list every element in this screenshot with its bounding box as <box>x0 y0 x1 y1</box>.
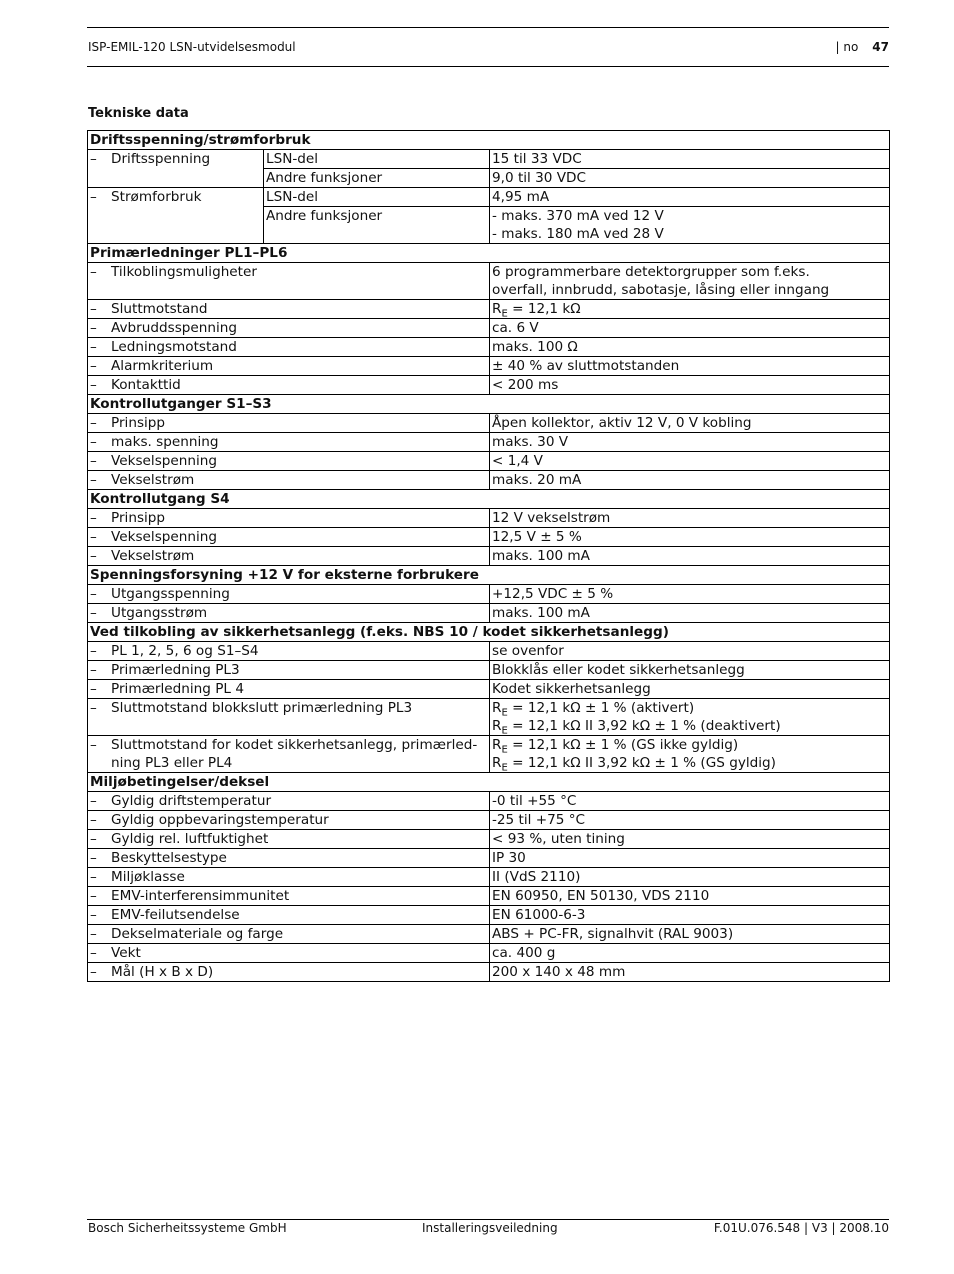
row-value: ca. 6 V <box>490 319 890 338</box>
row-label <box>88 661 490 680</box>
language-code: | no <box>835 40 859 54</box>
row-value: II (VdS 2110) <box>490 868 890 887</box>
table-row <box>88 452 890 471</box>
row-label <box>88 944 490 963</box>
row-value: -0 til +55 °C <box>490 792 890 811</box>
table-row <box>88 661 890 680</box>
row-label <box>88 471 490 490</box>
row-value <box>490 263 890 300</box>
table-row <box>88 528 890 547</box>
row-label-wrap <box>90 376 487 394</box>
row-label <box>88 414 490 433</box>
footer-doc-id: F.01U.076.548 | V3 | 2008.10 <box>713 1221 889 1235</box>
value-line <box>492 754 887 772</box>
row-label <box>88 792 490 811</box>
row-dash: – <box>90 643 97 659</box>
row-label-text: Ledningsmotstand <box>111 339 237 355</box>
row-label <box>88 680 490 699</box>
row-value: -25 til +75 °C <box>490 811 890 830</box>
header-page-info <box>835 40 889 54</box>
row-dash: – <box>90 681 97 697</box>
row-value: Blokklås eller kodet sikkerhetsanlegg <box>490 661 890 680</box>
table-row <box>88 906 890 925</box>
table-row <box>88 319 890 338</box>
row-label-text: Sluttmotstand <box>111 301 208 317</box>
row-label-wrap <box>90 319 487 337</box>
header-rule-top <box>87 27 889 28</box>
row-dash: – <box>90 434 97 450</box>
row-label <box>88 376 490 395</box>
row-label-wrap <box>90 263 487 281</box>
row-value: 15 til 33 VDC <box>490 150 890 169</box>
row-label-wrap <box>90 509 487 527</box>
row-label-text: Primærledning PL 4 <box>111 681 244 697</box>
category-row <box>88 244 890 263</box>
table-row <box>88 338 890 357</box>
row-sublabel: Andre funksjoner <box>264 169 490 188</box>
row-value: < 93 %, uten tining <box>490 830 890 849</box>
table-row <box>88 792 890 811</box>
row-label <box>88 528 490 547</box>
footer-company: Bosch Sicherheitssysteme GmbH <box>88 1221 287 1235</box>
row-label <box>88 585 490 604</box>
value-line: 6 programmerbare detektorgrupper som f.eks. <box>492 264 810 280</box>
table-row <box>88 830 890 849</box>
row-dash: – <box>90 189 97 205</box>
category-row <box>88 623 890 642</box>
row-label-wrap <box>90 528 487 546</box>
table-row <box>88 509 890 528</box>
row-label-wrap <box>90 680 487 698</box>
value-line <box>492 736 887 754</box>
row-label-wrap <box>90 661 487 679</box>
row-label <box>88 906 490 925</box>
row-value: 4,95 mA <box>490 188 890 207</box>
row-label-text: Primærledning PL3 <box>111 662 240 678</box>
row-value: maks. 30 V <box>490 433 890 452</box>
row-label-wrap <box>90 944 487 962</box>
table-row <box>88 263 890 300</box>
table-row <box>88 376 890 395</box>
row-label-text: Alarmkriterium <box>111 358 214 374</box>
row-dash: – <box>90 320 97 336</box>
row-label <box>88 925 490 944</box>
row-dash: – <box>90 415 97 431</box>
row-label-text: Strømforbruk <box>111 189 202 205</box>
table-row <box>88 736 890 773</box>
category-row <box>88 566 890 585</box>
row-value: ABS + PC-FR, signalhvit (RAL 9003) <box>490 925 890 944</box>
table-row <box>88 300 890 319</box>
row-label-text: Vekselstrøm <box>111 548 195 564</box>
table-row <box>88 585 890 604</box>
resistance-subscript: E <box>501 707 508 719</box>
row-dash: – <box>90 700 97 716</box>
page-number: 47 <box>872 40 889 54</box>
row-label <box>88 868 490 887</box>
resistance-symbol: R <box>492 301 502 317</box>
resistance-subscript: E <box>501 744 508 756</box>
row-label <box>88 319 490 338</box>
category-heading: Spenningsforsyning +12 V for eksterne forbrukere <box>88 566 890 585</box>
table-row <box>88 642 890 661</box>
row-label-wrap <box>90 338 487 356</box>
row-label-text <box>111 736 477 772</box>
row-dash: – <box>90 926 97 942</box>
row-label-wrap <box>90 811 487 829</box>
row-value <box>490 207 890 244</box>
table-row <box>88 925 890 944</box>
row-dash: – <box>90 662 97 678</box>
row-sublabel: Andre funksjoner <box>264 207 490 244</box>
row-label-wrap <box>90 792 487 810</box>
row-value: < 200 ms <box>490 376 890 395</box>
category-heading: Ved tilkobling av sikkerhetsanlegg (f.eks. NBS 10 / kodet sikkerhetsanlegg) <box>88 623 890 642</box>
row-label <box>88 338 490 357</box>
row-label-text: Driftsspenning <box>111 151 211 167</box>
row-label-wrap <box>90 830 487 848</box>
resistance-symbol: R <box>492 737 502 753</box>
table-row <box>88 357 890 376</box>
row-dash: – <box>90 264 97 280</box>
row-label-wrap <box>90 585 487 603</box>
category-row <box>88 773 890 792</box>
row-dash: – <box>90 737 97 753</box>
table-row <box>88 811 890 830</box>
row-dash: – <box>90 888 97 904</box>
footer-doc-type: Installeringsveiledning <box>422 1221 558 1235</box>
row-value: maks. 100 mA <box>490 604 890 623</box>
table-row <box>88 433 890 452</box>
row-label <box>88 357 490 376</box>
row-label-line: ning PL3 eller PL4 <box>111 755 233 771</box>
row-label-text: Miljøklasse <box>111 869 185 885</box>
row-label-text: Gyldig rel. luftfuktighet <box>111 831 269 847</box>
row-label <box>88 547 490 566</box>
row-label-wrap <box>90 547 487 565</box>
resistance-symbol: R <box>492 700 502 716</box>
table-row <box>88 188 890 207</box>
row-label-text: EMV-feilutsendelse <box>111 907 240 923</box>
row-label <box>88 736 490 773</box>
row-label <box>88 963 490 982</box>
document-title: ISP-EMIL-120 LSN-utvidelsesmodul <box>88 40 296 54</box>
row-value: EN 60950, EN 50130, VDS 2110 <box>490 887 890 906</box>
category-row <box>88 490 890 509</box>
table-row <box>88 944 890 963</box>
row-label <box>88 604 490 623</box>
table-row <box>88 680 890 699</box>
value-line: overfall, innbrudd, sabotasje, låsing eller inngang <box>492 282 830 298</box>
row-label-wrap <box>90 604 487 622</box>
value-line: - maks. 370 mA ved 12 V <box>492 208 664 224</box>
row-value <box>490 300 890 319</box>
row-label-text: Gyldig oppbevaringstemperatur <box>111 812 329 828</box>
row-value: IP 30 <box>490 849 890 868</box>
footer-rule <box>87 1219 889 1220</box>
row-label-wrap <box>90 642 487 660</box>
category-heading: Driftsspenning/strømforbruk <box>88 131 890 150</box>
row-label-text: maks. spenning <box>111 434 219 450</box>
row-label-text: Prinsipp <box>111 415 166 431</box>
value-text: = 12,1 kΩ II 3,92 kΩ ± 1 % (deaktivert) <box>507 718 781 734</box>
row-label <box>88 150 264 188</box>
row-label-text: Prinsipp <box>111 510 166 526</box>
row-value: maks. 100 mA <box>490 547 890 566</box>
row-label-wrap <box>90 150 261 168</box>
row-label <box>88 433 490 452</box>
row-value: ± 40 % av sluttmotstanden <box>490 357 890 376</box>
row-label-text: PL 1, 2, 5, 6 og S1–S4 <box>111 643 259 659</box>
row-dash: – <box>90 850 97 866</box>
row-dash: – <box>90 301 97 317</box>
row-value: 9,0 til 30 VDC <box>490 169 890 188</box>
row-label <box>88 830 490 849</box>
table-row <box>88 604 890 623</box>
row-label-text: Utgangsspenning <box>111 586 230 602</box>
category-row <box>88 395 890 414</box>
row-value: < 1,4 V <box>490 452 890 471</box>
table-row <box>88 849 890 868</box>
row-dash: – <box>90 831 97 847</box>
row-dash: – <box>90 151 97 167</box>
value-line <box>492 699 887 717</box>
row-label-text: Utgangsstrøm <box>111 605 208 621</box>
row-label-wrap <box>90 925 487 943</box>
table-row <box>88 963 890 982</box>
row-label-wrap <box>90 906 487 924</box>
row-value <box>490 736 890 773</box>
category-heading: Miljøbetingelser/deksel <box>88 773 890 792</box>
row-dash: – <box>90 605 97 621</box>
row-label-wrap <box>90 414 487 432</box>
row-label-wrap <box>90 188 261 206</box>
row-label-text: Tilkoblingsmuligheter <box>111 264 257 280</box>
row-label-text: EMV-interferensimmunitet <box>111 888 290 904</box>
value-text: = 12,1 kΩ ± 1 % (aktivert) <box>507 700 695 716</box>
row-label <box>88 699 490 736</box>
row-dash: – <box>90 529 97 545</box>
table-row <box>88 699 890 736</box>
row-label <box>88 263 490 300</box>
resistance-subscript: E <box>501 308 508 320</box>
row-label-text: Vekt <box>111 945 141 961</box>
row-value <box>490 699 890 736</box>
row-value: maks. 100 Ω <box>490 338 890 357</box>
technical-data-table <box>87 130 890 982</box>
row-dash: – <box>90 907 97 923</box>
row-label <box>88 811 490 830</box>
row-label <box>88 188 264 244</box>
table-row <box>88 887 890 906</box>
row-value: ca. 400 g <box>490 944 890 963</box>
resistance-symbol: R <box>492 755 502 771</box>
table-row <box>88 414 890 433</box>
category-heading: Kontrollutgang S4 <box>88 490 890 509</box>
table-row <box>88 150 890 169</box>
table-row <box>88 868 890 887</box>
row-dash: – <box>90 339 97 355</box>
value-line: - maks. 180 mA ved 28 V <box>492 226 664 242</box>
row-value: Åpen kollektor, aktiv 12 V, 0 V kobling <box>490 414 890 433</box>
row-value: Kodet sikkerhetsanlegg <box>490 680 890 699</box>
category-heading: Primærledninger PL1–PL6 <box>88 244 890 263</box>
row-dash: – <box>90 793 97 809</box>
row-sublabel: LSN-del <box>264 188 490 207</box>
row-label <box>88 452 490 471</box>
row-label <box>88 509 490 528</box>
row-dash: – <box>90 358 97 374</box>
row-value: 12 V vekselstrøm <box>490 509 890 528</box>
row-label-text: Vekselstrøm <box>111 472 195 488</box>
row-label <box>88 300 490 319</box>
row-label-wrap <box>90 452 487 470</box>
row-label-text: Vekselspenning <box>111 529 218 545</box>
row-value: 12,5 V ± 5 % <box>490 528 890 547</box>
row-label-wrap <box>90 963 487 981</box>
row-dash: – <box>90 548 97 564</box>
row-label-wrap <box>90 471 487 489</box>
row-label <box>88 849 490 868</box>
row-label <box>88 887 490 906</box>
row-label-text: Kontakttid <box>111 377 181 393</box>
row-dash: – <box>90 945 97 961</box>
row-value: +12,5 VDC ± 5 % <box>490 585 890 604</box>
row-label-text: Sluttmotstand blokkslutt primærledning PL3 <box>111 700 413 716</box>
section-title: Tekniske data <box>88 106 189 121</box>
row-label-wrap <box>90 699 487 717</box>
row-label-text: Vekselspenning <box>111 453 218 469</box>
row-dash: – <box>90 812 97 828</box>
row-label-text: Mål (H x B x D) <box>111 964 214 980</box>
row-value: se ovenfor <box>490 642 890 661</box>
row-label-wrap <box>90 868 487 886</box>
row-label-line: Sluttmotstand for kodet sikkerhetsanlegg, primærled- <box>111 737 478 753</box>
row-value: maks. 20 mA <box>490 471 890 490</box>
row-dash: – <box>90 510 97 526</box>
category-heading: Kontrollutganger S1–S3 <box>88 395 890 414</box>
resistance-subscript: E <box>501 762 508 774</box>
row-sublabel: LSN-del <box>264 150 490 169</box>
value-text: = 12,1 kΩ <box>507 301 581 317</box>
row-value: 200 x 140 x 48 mm <box>490 963 890 982</box>
resistance-symbol: R <box>492 718 502 734</box>
row-label-text: Avbruddsspenning <box>111 320 238 336</box>
row-label-wrap <box>90 433 487 451</box>
category-row <box>88 131 890 150</box>
resistance-subscript: E <box>501 725 508 737</box>
row-dash: – <box>90 453 97 469</box>
row-label-wrap <box>90 357 487 375</box>
row-dash: – <box>90 377 97 393</box>
value-text: = 12,1 kΩ ± 1 % (GS ikke gyldig) <box>507 737 739 753</box>
row-label <box>88 642 490 661</box>
row-dash: – <box>90 586 97 602</box>
header-rule-bottom <box>87 66 889 67</box>
row-label-text: Gyldig driftstemperatur <box>111 793 272 809</box>
table-row <box>88 471 890 490</box>
row-label-wrap <box>90 849 487 867</box>
row-dash: – <box>90 869 97 885</box>
row-label-wrap <box>90 887 487 905</box>
table-row <box>88 547 890 566</box>
row-label-wrap <box>90 300 487 318</box>
row-dash: – <box>90 472 97 488</box>
row-label-wrap <box>90 736 487 772</box>
row-label-text: Dekselmateriale og farge <box>111 926 284 942</box>
row-value: EN 61000-6-3 <box>490 906 890 925</box>
value-line <box>492 717 887 735</box>
value-text: = 12,1 kΩ II 3,92 kΩ ± 1 % (GS gyldig) <box>507 755 776 771</box>
row-label-text: Beskyttelsestype <box>111 850 227 866</box>
row-dash: – <box>90 964 97 980</box>
